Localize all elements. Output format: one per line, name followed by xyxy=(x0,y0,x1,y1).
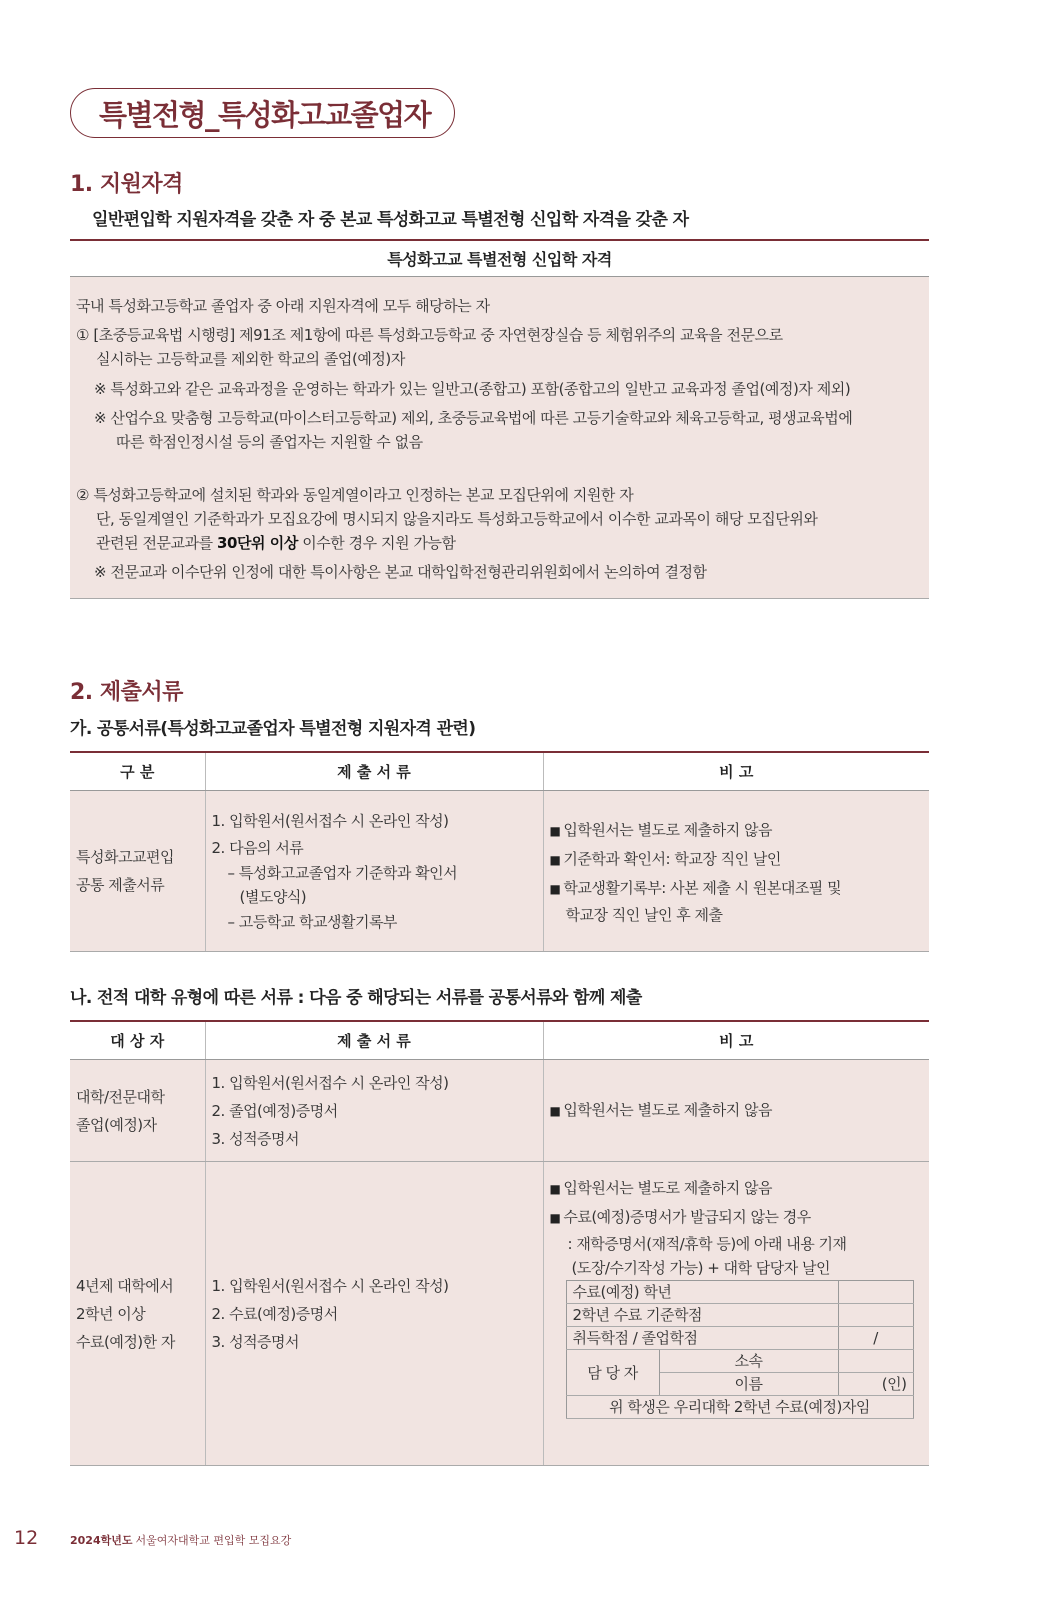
target-line: 2학년 이상 xyxy=(76,1304,146,1323)
section2-sub-b: 나. 전적 대학 유형에 따른 서류 : 다음 중 해당되는 서류를 공통서류와 함께 제출 xyxy=(70,988,642,1008)
qualification-note: ※ 산업수요 맞춤형 고등학교(마이스터고등학교) 제외, 초중등교육법에 따른 고등기술학교와 체육고등학교, 평생교육법에 xyxy=(94,409,853,427)
qualification-line: ② 특성화고등학교에 설치된 학과와 동일계열이라고 인정하는 본교 모집단위에 지원한 자 xyxy=(76,486,634,504)
form-value: / xyxy=(838,1327,913,1350)
bullet-square-icon: ■ xyxy=(549,823,561,838)
qualification-note: ※ 특성화고와 같은 교육과정을 운영하는 학과가 있는 일반고(종합고) 포함(종합고의 일반고 교육과정 졸업(예정)자 제외) xyxy=(94,380,851,398)
form-value xyxy=(838,1350,913,1373)
form-value xyxy=(838,1281,913,1304)
target-line: 대학/전문대학 xyxy=(76,1087,165,1106)
note-text-continued: (도장/수기작성 가능) + 대학 담당자 날인 xyxy=(571,1259,831,1277)
transfer-documents-table xyxy=(70,1020,929,1466)
common-documents-table xyxy=(70,751,929,952)
page-title-badge xyxy=(70,88,455,138)
target-line: 수료(예정)한 자 xyxy=(76,1332,175,1351)
form-confirmation: 위 학생은 우리대학 2학년 수료(예정)자임 xyxy=(566,1396,913,1419)
note-text: 입학원서는 별도로 제출하지 않음 xyxy=(563,1179,773,1197)
category-cell xyxy=(70,791,205,952)
note-item xyxy=(550,1203,924,1232)
note-text-continued: 학교장 직인 날인 후 제출 xyxy=(565,905,723,924)
table-header: 비 고 xyxy=(543,752,929,791)
target-line: 4년제 대학에서 xyxy=(76,1276,174,1295)
qualification-note: ※ 전문교과 이수단위 인정에 대한 특이사항은 본교 대학입학전형관리위원회에서 논의하여 결정함 xyxy=(94,563,707,581)
document-item: 2. 졸업(예정)증명서 xyxy=(211,1101,338,1120)
form-label: 수료(예정) 학년 xyxy=(566,1281,838,1304)
document-subitem: – 특성화고교졸업자 기준학과 확인서 xyxy=(227,864,458,882)
footer-text xyxy=(70,1532,291,1548)
page-number: 12 xyxy=(14,1527,39,1549)
note-item xyxy=(550,845,924,874)
form-label: 2학년 수료 기준학점 xyxy=(566,1304,838,1327)
note-text: 수료(예정)증명서가 발급되지 않는 경우 xyxy=(563,1208,811,1226)
document-subitem: – 고등학교 학교생활기록부 xyxy=(227,913,397,931)
form-label: 소속 xyxy=(659,1350,838,1373)
document-item: 1. 입학원서(원서접수 시 온라인 작성) xyxy=(211,1073,449,1092)
section2-heading: 2. 제출서류 xyxy=(70,680,183,705)
table-row xyxy=(70,1162,929,1466)
table-row xyxy=(70,791,929,952)
section1-heading: 1. 지원자격 xyxy=(70,172,183,197)
qualification-line: 실시하는 고등학교를 제외한 학교의 졸업(예정)자 xyxy=(96,350,405,368)
documents-cell xyxy=(205,1060,543,1162)
document-item: 1. 입학원서(원서접수 시 온라인 작성) xyxy=(211,1276,449,1295)
notes-cell xyxy=(543,1060,929,1162)
table-header: 대 상 자 xyxy=(70,1021,205,1060)
category-line: 공통 제출서류 xyxy=(76,876,165,894)
bullet-square-icon: ■ xyxy=(549,881,561,896)
document-item: 2. 수료(예정)증명서 xyxy=(211,1304,338,1323)
form-label-staff: 담 당 자 xyxy=(566,1350,659,1396)
target-cell xyxy=(70,1060,205,1162)
documents-cell xyxy=(205,1162,543,1466)
qualification-box-title xyxy=(70,239,929,277)
form-label: 이름 xyxy=(659,1373,838,1396)
note-text-continued: : 재학증명서(재적/휴학 등)에 아래 내용 기재 xyxy=(567,1235,847,1253)
document-item: 2. 다음의 서류 xyxy=(211,839,304,857)
note-item xyxy=(550,1096,924,1125)
qualification-box-title-text: 특성화고교 특별전형 신입학 자격 xyxy=(387,250,612,269)
qualification-note: 따른 학점인정시설 등의 졸업자는 지원할 수 없음 xyxy=(116,433,423,451)
qualification-line: 단, 동일계열인 기준학과가 모집요강에 명시되지 않을지라도 특성화고등학교에서 이수한 교과목이 해당 모집단위와 xyxy=(96,510,818,528)
category-line: 특성화고교편입 xyxy=(76,848,174,866)
target-cell xyxy=(70,1162,205,1466)
bullet-square-icon: ■ xyxy=(549,1104,561,1118)
table-header: 비 고 xyxy=(543,1021,929,1060)
note-text: 입학원서는 별도로 제출하지 않음 xyxy=(563,1101,773,1119)
documents-cell xyxy=(205,791,543,952)
note-text: 입학원서는 별도로 제출하지 않음 xyxy=(563,820,773,839)
notes-cell xyxy=(543,1162,929,1466)
target-line: 졸업(예정)자 xyxy=(76,1115,157,1134)
bullet-square-icon: ■ xyxy=(549,852,561,867)
document-item: 1. 입학원서(원서접수 시 온라인 작성) xyxy=(211,812,449,830)
table-row xyxy=(70,1060,929,1162)
note-item xyxy=(550,874,924,903)
bullet-square-icon: ■ xyxy=(549,1211,561,1225)
page-title: 특별전형_특성화고교졸업자 xyxy=(99,97,431,132)
notes-cell xyxy=(543,791,929,952)
qualification-box xyxy=(70,277,929,599)
note-item xyxy=(550,816,924,845)
form-seal: (인) xyxy=(838,1373,913,1396)
form-label: 취득학점 / 졸업학점 xyxy=(566,1327,838,1350)
credits-text-bold: 30단위 이상 xyxy=(216,534,298,552)
qualification-line: ① [초중등교육법 시행령] 제91조 제1항에 따른 특성화고등학교 중 자연현장실습 등 체험위주의 교육을 전문으로 xyxy=(76,326,783,344)
table-header: 제 출 서 류 xyxy=(205,1021,543,1060)
table-header: 구 분 xyxy=(70,752,205,791)
completion-confirmation-form xyxy=(566,1280,914,1419)
document-subitem: (별도양식) xyxy=(239,888,307,906)
table-header: 제 출 서 류 xyxy=(205,752,543,791)
document-item: 3. 성적증명서 xyxy=(211,1332,300,1351)
section1-lead: 일반편입학 지원자격을 갖춘 자 중 본교 특성화고교 특별전형 신입학 자격을 갖춘 자 xyxy=(92,210,689,230)
note-text: 학교생활기록부: 사본 제출 시 원본대조필 및 xyxy=(563,878,842,897)
footer-year: 2024학년도 xyxy=(70,1534,133,1547)
form-value xyxy=(838,1304,913,1327)
credits-text-pre: 관련된 전문교과를 xyxy=(96,534,217,552)
qualification-line-credits xyxy=(96,532,456,553)
qualification-line: 국내 특성화고등학교 졸업자 중 아래 지원자격에 모두 해당하는 자 xyxy=(76,297,490,315)
document-item: 3. 성적증명서 xyxy=(211,1129,300,1148)
section2-sub-a: 가. 공통서류(특성화고교졸업자 특별전형 지원자격 관련) xyxy=(70,719,476,739)
footer-document-name: 서울여자대학교 편입학 모집요강 xyxy=(135,1534,292,1547)
note-text: 기준학과 확인서: 학교장 직인 날인 xyxy=(563,849,781,868)
note-item xyxy=(550,1174,924,1203)
credits-text-post: 이수한 경우 지원 가능함 xyxy=(297,534,456,552)
bullet-square-icon: ■ xyxy=(549,1182,561,1196)
